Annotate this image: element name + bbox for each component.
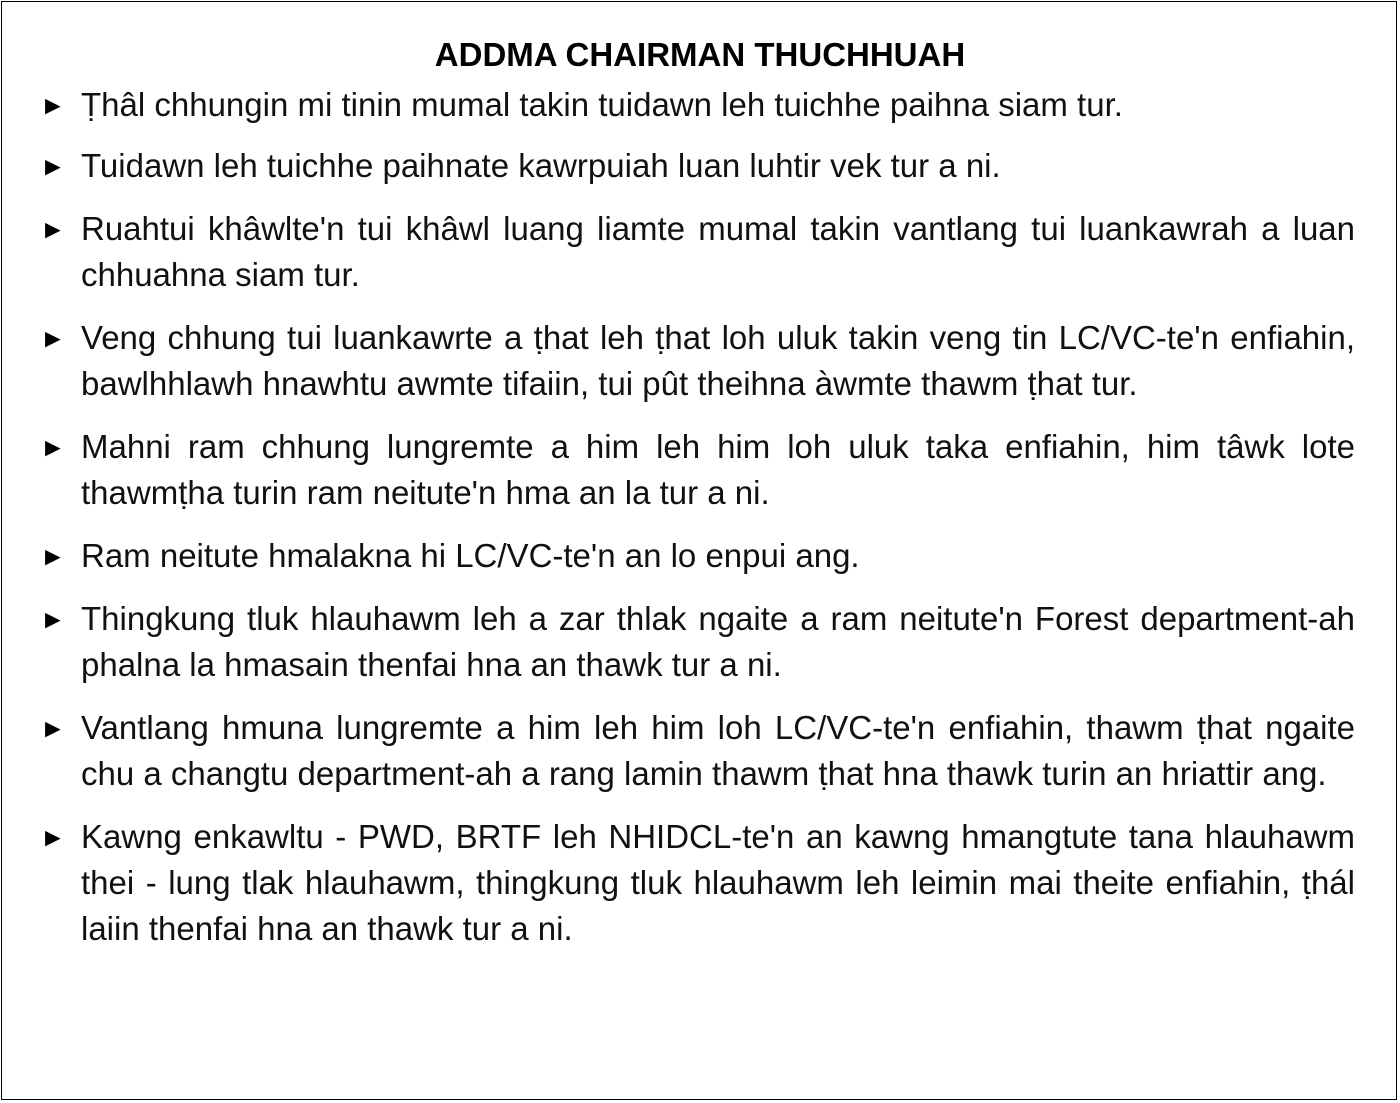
bullet-arrow-icon: ► [40,432,66,462]
list-item [40,424,1355,516]
list-item [40,143,1355,189]
document-frame [1,1,1397,1100]
bullet-arrow-icon: ► [40,713,66,743]
bullet-arrow-icon: ► [40,822,66,852]
list-item [40,814,1355,952]
bullet-arrow-icon: ► [40,214,66,244]
bullet-arrow-icon: ► [40,90,66,120]
document-title: ADDMA CHAIRMAN THUCHHUAH [434,36,966,73]
list-item [40,596,1355,688]
list-item-text: Kawng enkawltu - PWD, BRTF leh NHIDCL-te'n an kawng hmangtute tana hlauhawm thei - lung tlak hlauhawm, thingkung tluk hlauhawm leh leimin mai theite enfiahin, ṭhál laiin thenfai hna an thawk tur a ni. [81,818,1355,947]
list-item [40,82,1355,128]
list-item-text: Veng chhung tui luankawrte a ṭhat leh ṭhat loh uluk takin veng tin LC/VC-te'n enfiahin, bawlhhlawh hnawhtu awmte tifaiin, tui pût theihna àwmte thawm ṭhat tur. [81,319,1355,402]
bullet-arrow-icon: ► [40,541,66,571]
list-item-text: Mahni ram chhung lungremte a him leh him loh uluk taka enfiahin, him tâwk lote thawmṭha turin ram neitute'n hma an la tur a ni. [81,428,1355,511]
bullet-arrow-icon: ► [40,323,66,353]
list-item-text: Thingkung tluk hlauhawm leh a zar thlak ngaite a ram neitute'n Forest department-ah phalna la hmasain thenfai hna an thawk tur a ni. [81,600,1355,683]
instruction-list [40,82,1355,969]
list-item [40,705,1355,797]
list-item [40,315,1355,407]
list-item-text: Vantlang hmuna lungremte a him leh him loh LC/VC-te'n enfiahin, thawm ṭhat ngaite chu a changtu department-ah a rang lamin thawm ṭhat hna thawk turin an hriattir ang. [81,709,1355,792]
bullet-arrow-icon: ► [40,604,66,634]
bullet-arrow-icon: ► [40,151,66,181]
list-item-text: Ruahtui khâwlte'n tui khâwl luang liamte mumal takin vantlang tui luankawrah a luan chhuahna siam tur. [81,210,1355,293]
list-item [40,206,1355,298]
list-item-text: Ram neitute hmalakna hi LC/VC-te'n an lo enpui ang. [81,537,860,574]
list-item [40,533,1355,579]
list-item-text: Tuidawn leh tuichhe paihnate kawrpuiah luan luhtir vek tur a ni. [81,147,1001,184]
list-item-text: Ṭhâl chhungin mi tinin mumal takin tuidawn leh tuichhe paihna siam tur. [81,86,1123,123]
